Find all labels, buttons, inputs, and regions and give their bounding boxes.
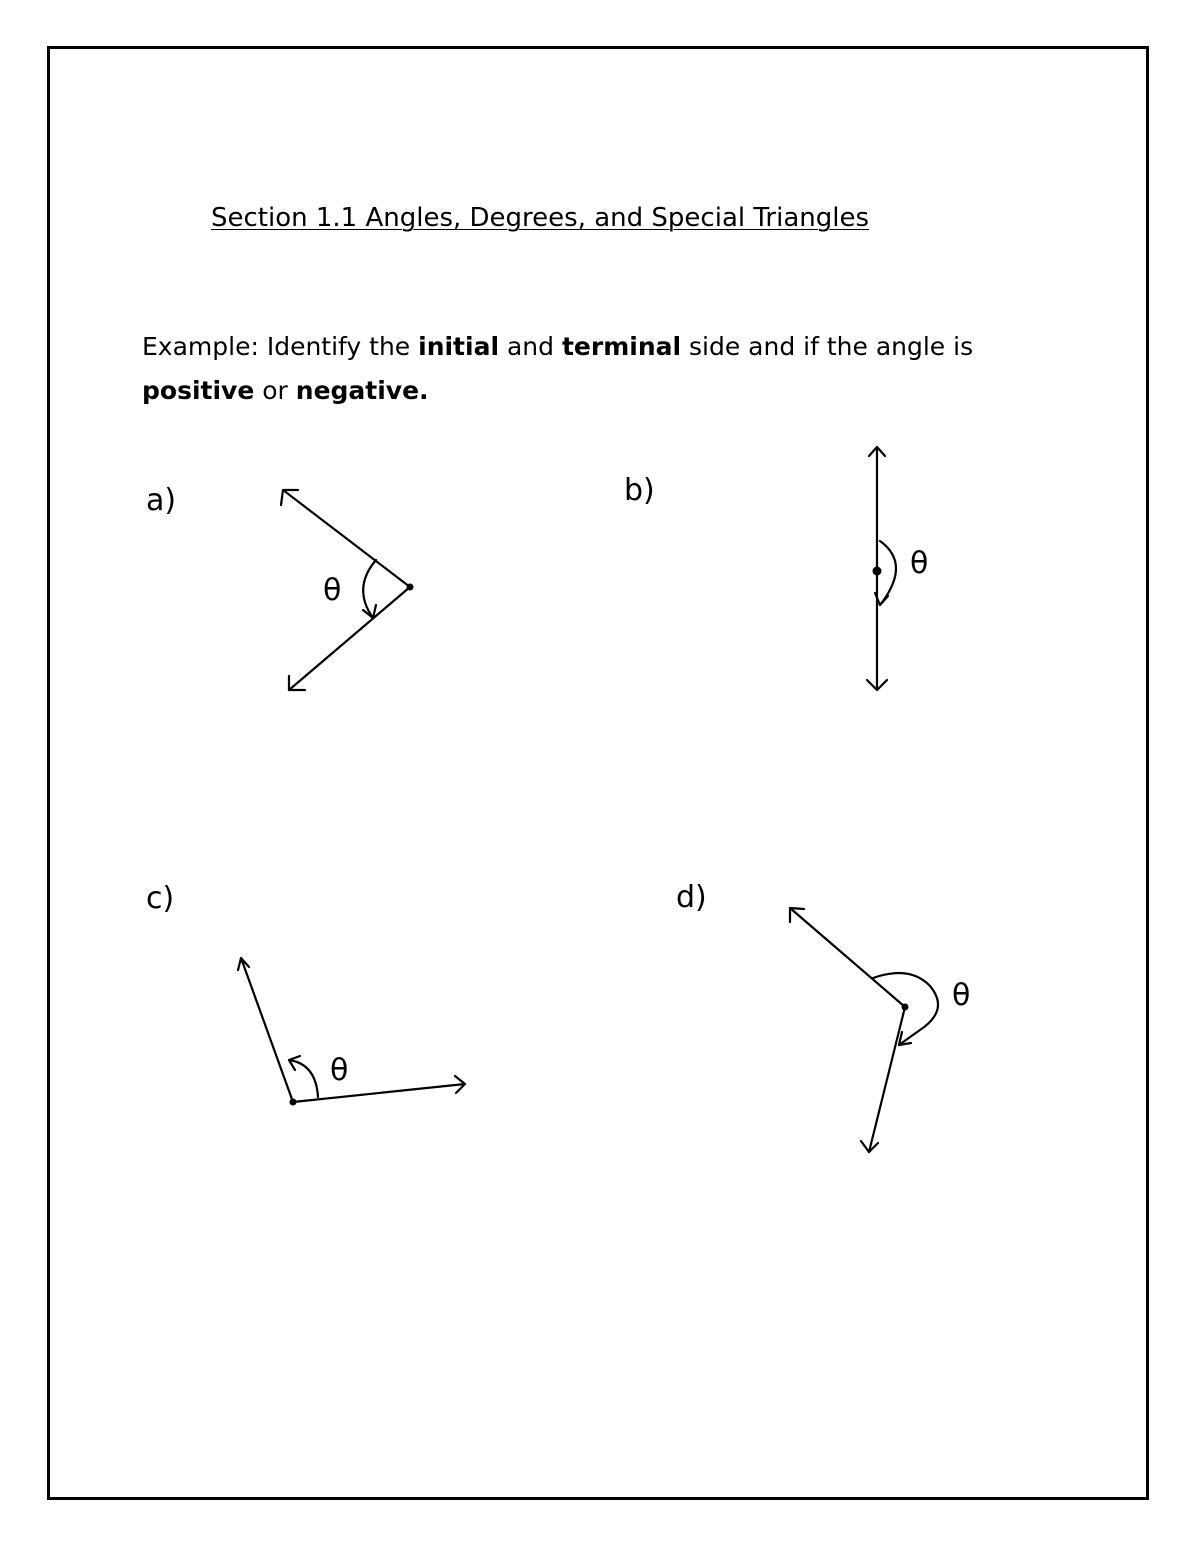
diagram-a-ray-upper (283, 490, 410, 587)
prompt-or: or (254, 376, 296, 405)
prompt-initial: initial (418, 332, 500, 361)
diagram-c-ray-right (293, 1084, 465, 1102)
diagram-b-theta: θ (910, 546, 929, 581)
diagram-d-vertex (902, 1004, 909, 1011)
diagram-c-ray-upper (241, 958, 293, 1102)
diagram-c-vertex (290, 1099, 297, 1106)
prompt-intro: Example: Identify the (142, 332, 419, 361)
diagram-a-theta: θ (323, 573, 342, 608)
prompt-and: and (499, 332, 562, 361)
diagram-b-vertex (873, 567, 882, 576)
prompt-negative: negative. (295, 376, 429, 405)
diagram-c-label: c) (146, 881, 175, 916)
diagram-d-ray-lower (869, 1007, 905, 1152)
diagram-a-label: a) (146, 483, 177, 518)
diagram-b-label: b) (624, 473, 655, 508)
prompt-terminal: terminal (561, 332, 682, 361)
diagram-b (624, 447, 928, 690)
section-title: Section 1.1 Angles, Degrees, and Special Triangles (211, 203, 870, 233)
diagram-a-ray-lower (289, 587, 410, 690)
diagram-a-vertex (407, 584, 414, 591)
diagram-d-ray-upper (790, 908, 905, 1007)
diagram-d (676, 880, 970, 1152)
diagram-d-label: d) (676, 880, 707, 915)
diagram-a (146, 483, 414, 690)
diagram-d-theta: θ (952, 978, 971, 1013)
diagram-c (146, 881, 465, 1106)
prompt-positive: positive (142, 376, 255, 405)
prompt-middle: side and if the angle is (681, 332, 974, 361)
diagram-c-theta: θ (330, 1053, 349, 1088)
diagram-a-arrowhead-upper (281, 490, 298, 505)
